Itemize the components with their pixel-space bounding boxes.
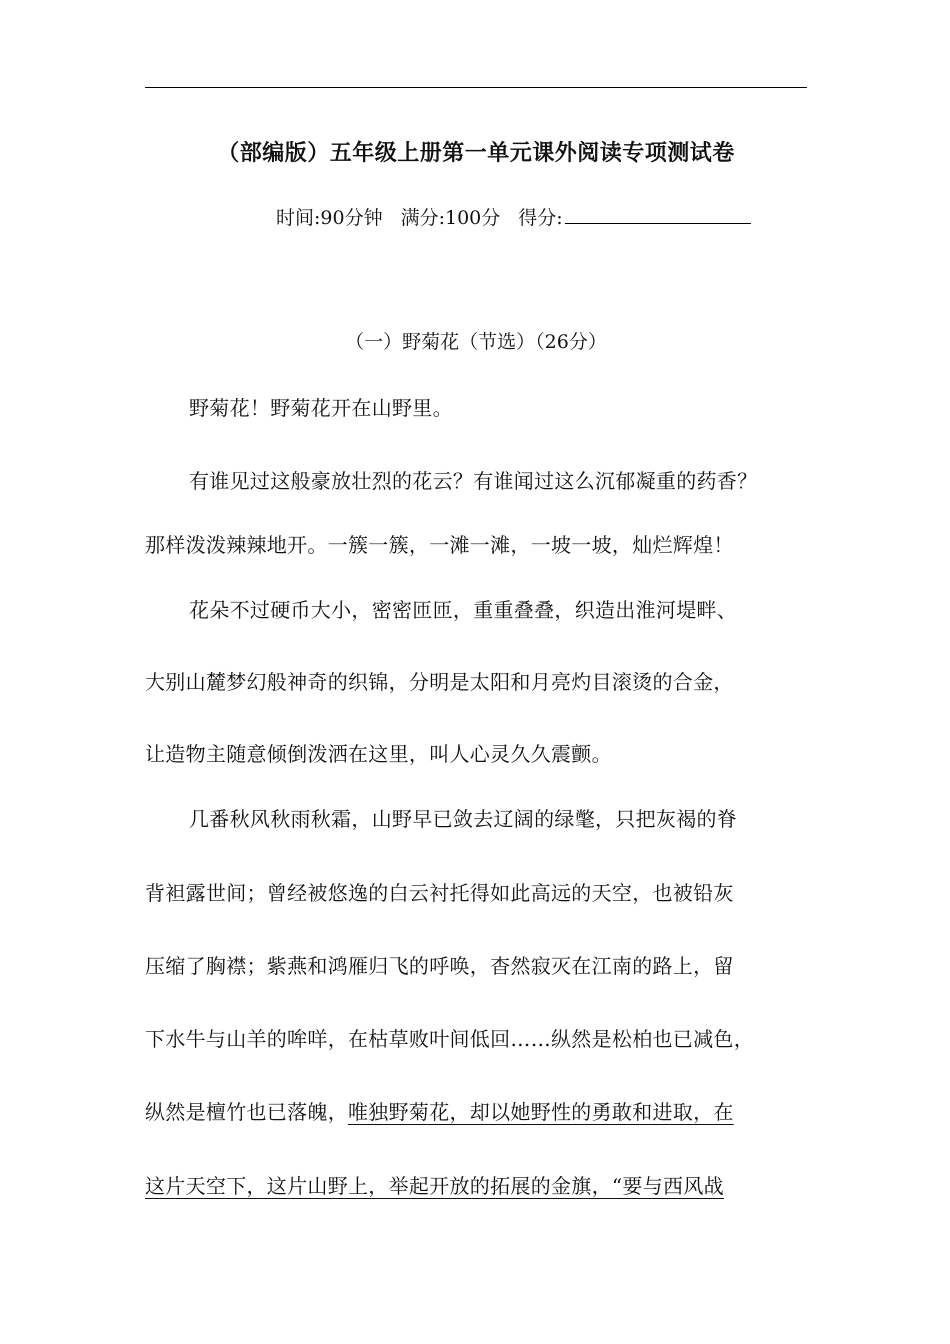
section-heading: （一）野菊花（节选）（26分） [345, 331, 607, 353]
passage-line [145, 1170, 724, 1199]
passage-text: 纵然是檀竹也已落魄， [145, 1100, 348, 1124]
passage-line: 压缩了胸襟；紫燕和鸿雁归飞的呼唤，杳然寂灭在江南的路上，留 [145, 954, 734, 978]
passage-line: 野菊花！野菊花开在山野里。 [189, 396, 453, 420]
header-rule [145, 87, 807, 88]
passage-line: 有谁见过这般豪放壮烈的花云？有谁闻过这么沉郁凝重的药香？ [189, 469, 758, 493]
passage-line: 那样泼泼辣辣地开。一簇一簇，一滩一滩，一坡一坡，灿烂辉煌！ [145, 533, 734, 557]
passage-line: 几番秋风秋雨秋霜，山野早已敛去辽阔的绿氅，只把灰褐的脊 [189, 807, 738, 831]
passage-line: 大别山麓梦幻般神奇的织锦，分明是太阳和月亮灼目滚烫的合金， [145, 670, 734, 694]
passage-line: 让造物主随意倾倒泼洒在这里，叫人心灵久久震颤。 [145, 742, 612, 766]
document-title: （部编版）五年级上册第一单元课外阅读专项测试卷 [217, 140, 735, 166]
exam-info [276, 203, 751, 230]
score-label: 得分: [518, 207, 563, 229]
time-limit: 时间:90分钟 [276, 207, 383, 229]
passage-line: 下水牛与山羊的哞咩，在枯草败叶间低回……纵然是松柏也已减色， [145, 1027, 754, 1051]
underlined-text: 这片天空下，这片山野上，举起开放的拓展的金旗，“要与西风战 [145, 1174, 724, 1198]
underlined-text: 唯独野菊花，却以她野性的勇敢和进取，在 [348, 1100, 734, 1124]
full-score: 满分:100分 [400, 207, 501, 229]
passage-line: 花朵不过硬币大小，密密匝匝，重重叠叠，织造出淮河堤畔、 [189, 598, 738, 622]
passage-line [145, 1096, 734, 1125]
score-blank-line [565, 205, 751, 224]
passage-line: 背袒露世间；曾经被悠逸的白云衬托得如此高远的天空，也被铅灰 [145, 881, 734, 905]
